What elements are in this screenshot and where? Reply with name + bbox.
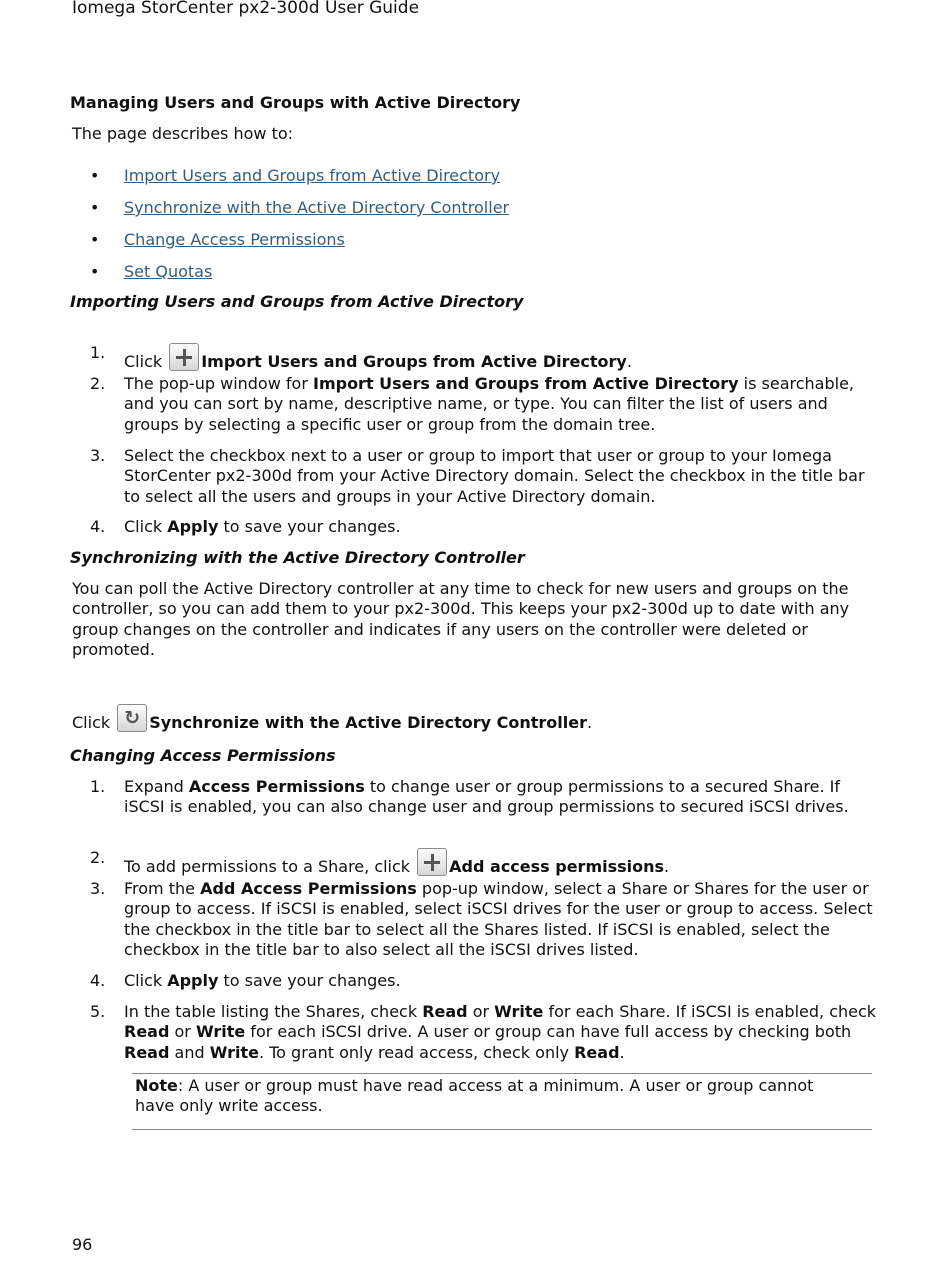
bullet-icon: •	[90, 230, 100, 249]
sync-body: You can poll the Active Directory controller at any time to check for new users and groups on the controller, so you can add them to your px2-300d. This keeps your px2-300d up to date with any group changes on the controller and indicates if any users on the controller were deleted or promoted.	[72, 579, 850, 659]
step-number: 1.	[90, 777, 106, 796]
step-text: Click Import Users and Groups from Active Directory.	[124, 343, 880, 372]
section-title: Managing Users and Groups with Active Directory	[70, 93, 521, 112]
subsection-title-synchronizing: Synchronizing with the Active Directory Controller	[70, 548, 525, 567]
note-text: Note: A user or group must have read access at a minimum. A user or group cannot have only write access.	[135, 1076, 814, 1116]
list-item	[90, 166, 850, 188]
plus-icon[interactable]	[169, 343, 199, 371]
step-number: 4.	[90, 971, 106, 990]
bullet-icon: •	[90, 166, 100, 185]
step-text: Click Apply to save your changes.	[124, 517, 401, 536]
section-intro: The page describes how to:	[72, 124, 294, 143]
plus-icon[interactable]	[417, 848, 447, 876]
link-change-permissions[interactable]: Change Access Permissions	[124, 230, 345, 249]
list-item	[90, 198, 850, 220]
step-number: 4.	[90, 517, 106, 536]
sync-click-line: Click ↻ Synchronize with the Active Directory Controller.	[72, 704, 852, 733]
step-text: From the Add Access Permissions pop-up window, select a Share or Shares for the user or group to access. If iSCSI is enabled, select iSCSI drives for the user or group to access. Select the checkbox in the title bar to select all the Shares listed. If iSCSI is enabled, select the checkbox in the title bar to also select all the iSCSI drives listed.	[124, 879, 873, 959]
bullet-icon: •	[90, 198, 100, 217]
list-item	[90, 262, 850, 284]
list-item	[90, 230, 850, 252]
link-synchronize[interactable]: Synchronize with the Active Directory Controller	[124, 198, 510, 217]
running-header: Iomega StorCenter px2-300d User Guide	[72, 0, 420, 18]
bullet-icon: •	[90, 262, 100, 281]
step-text: Click Apply to save your changes.	[124, 971, 401, 990]
step-text: The pop-up window for Import Users and Groups from Active Directory is searchable, and you can sort by name, descriptive name, or type. You can filter the list of users and groups by selecting a specific user or group from the domain tree.	[124, 374, 855, 434]
subsection-title-changing: Changing Access Permissions	[70, 746, 336, 765]
step-number: 5.	[90, 1002, 106, 1021]
step-number: 3.	[90, 446, 106, 465]
step-text: Select the checkbox next to a user or group to import that user or group to your Iomega StorCenter px2-300d from your Active Directory domain. Select the checkbox in the title bar to select all the users and groups in your Active Directory domain.	[124, 446, 865, 506]
step-text: In the table listing the Shares, check Read or Write for each Share. If iSCSI is enabled, check Read or Write for each iSCSI drive. A user or group can have full access by checking both Read and Write. To grant only read access, check only Read.	[124, 1002, 877, 1062]
subsection-title-importing: Importing Users and Groups from Active Directory	[70, 292, 524, 311]
step-text: To add permissions to a Share, click Add access permissions.	[124, 848, 880, 877]
link-import-users[interactable]: Import Users and Groups from Active Directory	[124, 166, 501, 185]
step-text: Expand Access Permissions to change user or group permissions to a secured Share. If iSCSI is enabled, you can also change user and group permissions to secured iSCSI drives.	[124, 777, 849, 817]
step-number: 2.	[90, 374, 106, 393]
note-box	[132, 1073, 872, 1130]
link-set-quotas[interactable]: Set Quotas	[124, 262, 213, 281]
page-number: 96	[72, 1235, 93, 1254]
step-number: 3.	[90, 879, 106, 898]
step-number: 2.	[90, 848, 106, 867]
refresh-icon[interactable]: ↻	[117, 704, 147, 732]
step-number: 1.	[90, 343, 106, 362]
